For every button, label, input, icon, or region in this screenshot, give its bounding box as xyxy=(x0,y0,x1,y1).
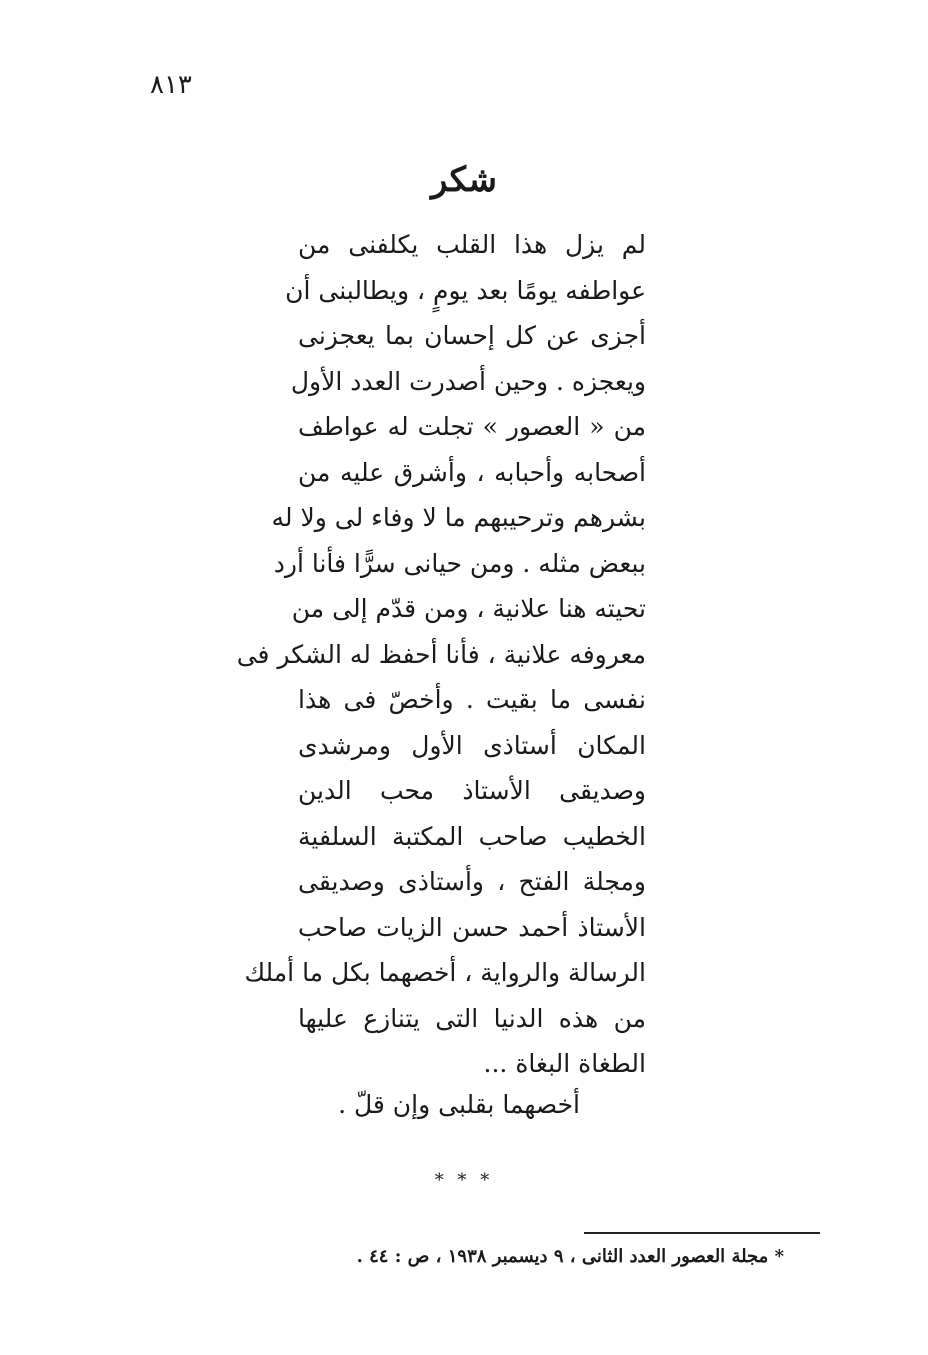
section-separator: * * * xyxy=(434,1170,494,1191)
body-line: المكان أستاذى الأول ومرشدى xyxy=(298,730,646,760)
body-line: من هذه الدنيا التى يتنازع عليها xyxy=(298,1003,646,1033)
body-line: عواطفه يومًا بعد يومٍ ، ويطالبنى أن xyxy=(285,275,646,305)
body-line: الخطيب صاحب المكتبة السلفية xyxy=(298,821,646,851)
body-line: لم يزل هذا القلب يكلفنى من xyxy=(298,230,646,259)
closing-line: أخصهما بقلبى وإن قلّ . xyxy=(338,1090,580,1119)
body-line: الأستاذ أحمد حسن الزيات صاحب xyxy=(298,912,646,942)
body-text xyxy=(236,222,646,1087)
body-line: ببعض مثله . ومن حيانى سرًّا فأنا أرد xyxy=(273,548,646,578)
body-line: بشرهم وترحيبهم ما لا وفاء لى ولا له xyxy=(271,503,646,532)
body-line: الطغاة البغاة ... xyxy=(483,1049,646,1078)
body-line: وصديقى الأستاذ محب الدين xyxy=(298,776,646,805)
body-line: الرسالة والرواية ، أخصهما بكل ما أملك xyxy=(244,958,646,987)
footnote: * مجلة العصور العدد الثانى ، ٩ ديسمبر ١٩٣٨ ، ص : ٤٤ . xyxy=(356,1246,784,1267)
body-line: نفسى ما بقيت . وأخصّ فى هذا xyxy=(298,685,646,714)
body-line: ويعجزه . وحين أصدرت العدد الأول xyxy=(290,366,646,396)
footnote-divider xyxy=(584,1232,820,1234)
body-line: تحيته هنا علانية ، ومن قدّم إلى من xyxy=(291,594,646,623)
body-line: ومجلة الفتح ، وأستاذى وصديقى xyxy=(298,867,646,896)
body-line: معروفه علانية ، فأنا أحفظ له الشكر فى xyxy=(236,639,646,669)
body-line: أجزى عن كل إحسان بما يعجزنى xyxy=(298,321,646,350)
body-line: أصحابه وأحبابه ، وأشرق عليه من xyxy=(298,457,646,487)
page-title: شكر xyxy=(430,160,498,200)
body-line: من « العصور » تجلت له عواطف xyxy=(298,412,646,441)
page-number: ٨١٣ xyxy=(150,70,192,100)
